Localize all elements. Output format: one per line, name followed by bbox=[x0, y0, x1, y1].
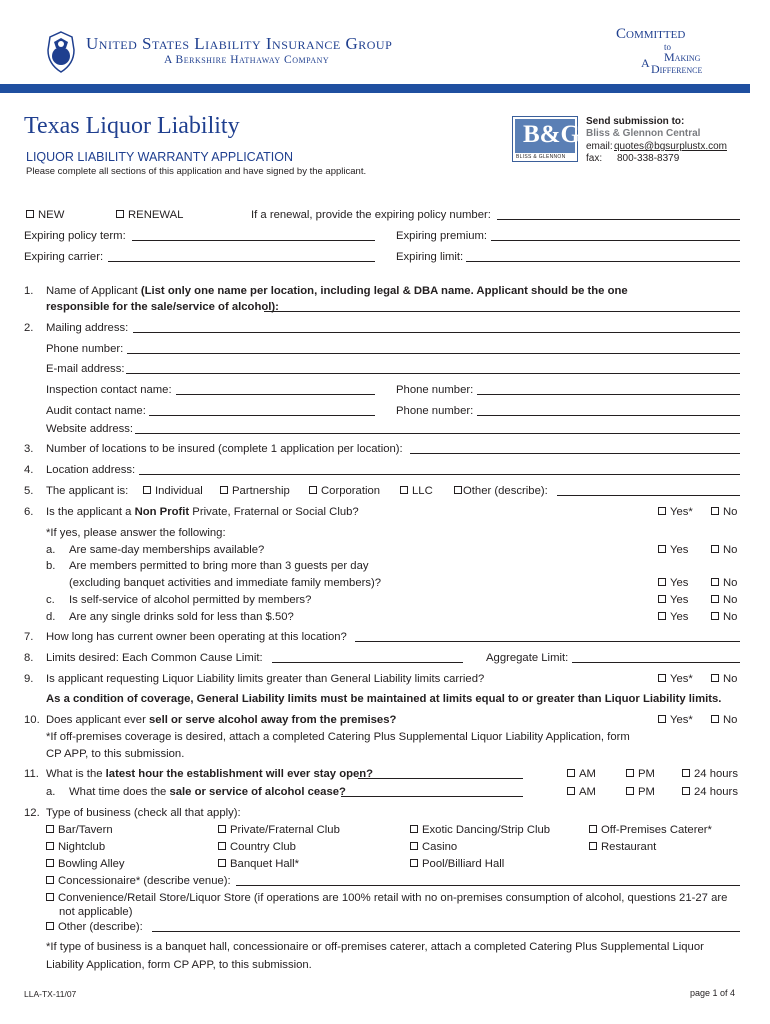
q10-number: 10. bbox=[24, 714, 40, 726]
concessionaire-field[interactable] bbox=[236, 875, 740, 886]
q3-number: 3. bbox=[24, 443, 34, 455]
alcohol-cease-field[interactable] bbox=[341, 786, 523, 797]
company-subsidiary: A Berkshire Hathaway Company bbox=[164, 54, 330, 66]
checkbox-icon bbox=[218, 825, 226, 833]
q12-text: Type of business (check all that apply): bbox=[46, 807, 241, 819]
checkbox-icon bbox=[46, 893, 54, 901]
q9-text: Is applicant requesting Liquor Liability limits greater than General Liability limits carried? bbox=[46, 673, 485, 685]
q9-note: As a condition of coverage, General Liability limits must be maintained at limits equal to or greater than Liquor Liability limits. bbox=[46, 693, 722, 705]
checkbox-icon bbox=[658, 578, 666, 586]
checkbox-icon bbox=[682, 769, 690, 777]
q11a-am-checkbox[interactable]: AM bbox=[567, 786, 596, 798]
form-number: LLA-TX-11/07 bbox=[24, 989, 77, 999]
page-number: page 1 of 4 bbox=[690, 988, 736, 998]
agency-logo-caption: BLISS & GLENNON bbox=[516, 154, 566, 160]
nightclub-checkbox[interactable]: Nightclub bbox=[46, 841, 105, 853]
q6d-text: Are any single drinks sold for less than $.50? bbox=[69, 611, 294, 623]
checkbox-icon bbox=[711, 674, 719, 682]
agency-logo-text: B&G bbox=[523, 121, 580, 148]
other-business-checkbox[interactable]: Other (describe): bbox=[46, 921, 143, 933]
common-cause-limit-field[interactable] bbox=[272, 652, 463, 663]
website-field[interactable] bbox=[135, 423, 740, 434]
checkbox-icon bbox=[567, 787, 575, 795]
mailing-field[interactable] bbox=[133, 322, 740, 333]
q6b-text: Are members permitted to bring more than 3 guests per day bbox=[69, 560, 369, 572]
audit-phone-field[interactable] bbox=[477, 405, 740, 416]
checkbox-icon bbox=[682, 787, 690, 795]
checkbox-icon bbox=[410, 842, 418, 850]
renewal-question: If a renewal, provide the expiring policy number: bbox=[251, 209, 491, 221]
checkbox-icon bbox=[711, 545, 719, 553]
q3-text: Number of locations to be insured (complete 1 application per location): bbox=[46, 443, 403, 455]
page-subtitle: LIQUOR LIABILITY WARRANTY APPLICATION bbox=[26, 150, 293, 164]
q6d-no-checkbox[interactable]: No bbox=[711, 611, 737, 623]
checkbox-icon bbox=[658, 674, 666, 682]
q6d-yes-checkbox[interactable]: Yes bbox=[658, 611, 688, 623]
q6b-text-2: (excluding banquet activities and immediate family members)? bbox=[69, 577, 382, 589]
q8-text: Limits desired: Each Common Cause Limit: bbox=[46, 652, 263, 664]
other-describe-field[interactable] bbox=[557, 485, 740, 496]
checkbox-icon bbox=[658, 507, 666, 515]
agency-logo bbox=[512, 116, 578, 162]
q4-number: 4. bbox=[24, 464, 34, 476]
checkbox-icon bbox=[626, 787, 634, 795]
audit-label: Audit contact name: bbox=[46, 405, 146, 417]
q10-no-checkbox[interactable]: No bbox=[711, 714, 737, 726]
q1-number: 1. bbox=[24, 285, 34, 297]
agency-name: Bliss & Glennon Central bbox=[586, 128, 701, 139]
checkbox-icon bbox=[711, 612, 719, 620]
expiring-carrier-field[interactable] bbox=[108, 251, 375, 262]
individual-checkbox[interactable]: Individual bbox=[143, 485, 203, 497]
aggregate-limit-label: Aggregate Limit: bbox=[486, 652, 569, 664]
company-name: United States Liability Insurance Group bbox=[86, 34, 393, 53]
checkbox-icon bbox=[711, 715, 719, 723]
owner-duration-field[interactable] bbox=[355, 631, 740, 642]
q12-note: *If type of business is a banquet hall, concessionaire or off-premises caterer, attach a completed Catering Plus Supplemental Liquor bbox=[46, 941, 704, 953]
checkbox-icon bbox=[589, 825, 597, 833]
checkbox-icon bbox=[711, 595, 719, 603]
expiring-term-label: Expiring policy term: bbox=[24, 230, 126, 242]
checkbox-icon bbox=[454, 486, 462, 494]
checkbox-icon bbox=[400, 486, 408, 494]
checkbox-icon bbox=[46, 876, 54, 884]
exotic-dancing-checkbox[interactable]: Exotic Dancing/Strip Club bbox=[410, 824, 550, 836]
q6-no-checkbox[interactable]: No bbox=[711, 506, 737, 518]
q12-note-2: Liability Application, form CP APP, to this submission. bbox=[46, 959, 312, 971]
company-logo bbox=[44, 30, 78, 74]
q11-am-checkbox[interactable]: AM bbox=[567, 768, 596, 780]
checkbox-icon bbox=[626, 769, 634, 777]
latest-hour-field[interactable] bbox=[358, 768, 523, 779]
q6c-no-checkbox[interactable]: No bbox=[711, 594, 737, 606]
q6d-letter: d. bbox=[46, 611, 56, 623]
expiring-carrier-label: Expiring carrier: bbox=[24, 251, 104, 263]
applicant-name-field[interactable] bbox=[264, 301, 740, 312]
checkbox-icon bbox=[658, 595, 666, 603]
q5-number: 5. bbox=[24, 485, 34, 497]
bar-tavern-checkbox[interactable]: Bar/Tavern bbox=[46, 824, 113, 836]
q7-text: How long has current owner been operating at this location? bbox=[46, 631, 347, 643]
fax-number: 800-338-8379 bbox=[617, 153, 680, 164]
email-address-label: E-mail address: bbox=[46, 363, 125, 375]
phone-field[interactable] bbox=[127, 343, 740, 354]
pool-hall-checkbox[interactable]: Pool/Billiard Hall bbox=[410, 858, 504, 870]
private-club-checkbox[interactable]: Private/Fraternal Club bbox=[218, 824, 340, 836]
q8-number: 8. bbox=[24, 652, 34, 664]
restaurant-checkbox[interactable]: Restaurant bbox=[589, 841, 656, 853]
tagline: Committed to Making A Difference bbox=[616, 26, 703, 76]
policy-number-field[interactable] bbox=[497, 209, 740, 220]
phone-label: Phone number: bbox=[46, 343, 124, 355]
checkbox-icon bbox=[46, 922, 54, 930]
email-address-field[interactable] bbox=[126, 363, 740, 374]
q6c-text: Is self-service of alcohol permitted by members? bbox=[69, 594, 312, 606]
q9-no-checkbox[interactable]: No bbox=[711, 673, 737, 685]
q6a-text: Are same-day memberships available? bbox=[69, 544, 265, 556]
q6-text: Is the applicant a Non Profit Private, Fraternal or Social Club? bbox=[46, 506, 359, 518]
q12-number: 12. bbox=[24, 807, 40, 819]
q6c-letter: c. bbox=[46, 594, 55, 606]
q11-pm-checkbox[interactable]: PM bbox=[626, 768, 655, 780]
renewal-checkbox[interactable]: RENEWAL bbox=[116, 209, 183, 221]
mailing-label: Mailing address: bbox=[46, 322, 129, 334]
q1-text-2: responsible for the sale/service of alcohol): bbox=[46, 301, 279, 313]
aggregate-limit-field[interactable] bbox=[572, 652, 740, 663]
checkbox-icon bbox=[658, 612, 666, 620]
email-link[interactable]: quotes@bgsurplustx.com bbox=[614, 141, 727, 152]
off-premises-caterer-checkbox[interactable]: Off-Premises Caterer* bbox=[589, 824, 712, 836]
header-rule bbox=[0, 84, 750, 93]
new-checkbox[interactable]: NEW bbox=[26, 209, 64, 221]
audit-field[interactable] bbox=[149, 405, 375, 416]
checkbox-icon bbox=[309, 486, 317, 494]
location-field[interactable] bbox=[139, 464, 740, 475]
expiring-premium-field[interactable] bbox=[491, 230, 740, 241]
convenience-text-2: not applicable) bbox=[59, 906, 133, 918]
checkbox-icon bbox=[711, 507, 719, 515]
q5-text: The applicant is: bbox=[46, 485, 129, 497]
locations-field[interactable] bbox=[410, 443, 740, 454]
q10-note: *If off-premises coverage is desired, attach a completed Catering Plus Supplemental Liquor Liability Application, form bbox=[46, 731, 630, 743]
checkbox-icon bbox=[589, 842, 597, 850]
country-club-checkbox[interactable]: Country Club bbox=[218, 841, 296, 853]
checkbox-icon bbox=[46, 842, 54, 850]
email-label: email: bbox=[586, 141, 613, 152]
inspection-phone-label: Phone number: bbox=[396, 384, 474, 396]
checkbox-icon bbox=[410, 859, 418, 867]
checkbox-icon bbox=[567, 769, 575, 777]
bowling-alley-checkbox[interactable]: Bowling Alley bbox=[46, 858, 125, 870]
q1-text: Name of Applicant (List only one name per location, including legal & DBA name. Applicant should be the one bbox=[46, 285, 628, 297]
instructions: Please complete all sections of this application and have signed by the applicant. bbox=[26, 166, 367, 177]
q10-yes-checkbox[interactable]: Yes* bbox=[658, 714, 693, 726]
q11a-text: What time does the sale or service of alcohol cease? bbox=[69, 786, 346, 798]
submission-label: Send submission to: bbox=[586, 116, 685, 127]
other-business-field[interactable] bbox=[152, 921, 740, 932]
inspection-field[interactable] bbox=[176, 384, 375, 395]
inspection-phone-field[interactable] bbox=[477, 384, 740, 395]
checkbox-icon bbox=[143, 486, 151, 494]
checkbox-icon bbox=[711, 578, 719, 586]
website-label: Website address: bbox=[46, 423, 134, 435]
partnership-checkbox[interactable]: Partnership bbox=[220, 485, 290, 497]
expiring-limit-label: Expiring limit: bbox=[396, 251, 464, 263]
banquet-hall-checkbox[interactable]: Banquet Hall* bbox=[218, 858, 299, 870]
checkbox-icon bbox=[658, 545, 666, 553]
checkbox-icon bbox=[26, 210, 34, 218]
q11a-pm-checkbox[interactable]: PM bbox=[626, 786, 655, 798]
checkbox-icon bbox=[46, 859, 54, 867]
q9-yes-checkbox[interactable]: Yes* bbox=[658, 673, 693, 685]
q4-text: Location address: bbox=[46, 464, 136, 476]
llc-checkbox[interactable]: LLC bbox=[400, 485, 433, 497]
corporation-checkbox[interactable]: Corporation bbox=[309, 485, 380, 497]
q10-text: Does applicant ever sell or serve alcohol away from the premises? bbox=[46, 714, 397, 726]
q6-yes-checkbox[interactable]: Yes* bbox=[658, 506, 693, 518]
expiring-premium-label: Expiring premium: bbox=[396, 230, 488, 242]
q11-24h-checkbox[interactable]: 24 hours bbox=[682, 768, 738, 780]
casino-checkbox[interactable]: Casino bbox=[410, 841, 457, 853]
expiring-term-field[interactable] bbox=[132, 230, 375, 241]
q6b-yes-checkbox[interactable]: Yes bbox=[658, 577, 688, 589]
q7-number: 7. bbox=[24, 631, 34, 643]
q6b-letter: b. bbox=[46, 560, 56, 572]
inspection-label: Inspection contact name: bbox=[46, 384, 172, 396]
q10-note-2: CP APP, to this submission. bbox=[46, 748, 185, 760]
q6a-yes-checkbox[interactable]: Yes bbox=[658, 544, 688, 556]
checkbox-icon bbox=[410, 825, 418, 833]
checkbox-icon bbox=[116, 210, 124, 218]
fax-label: fax: bbox=[586, 153, 603, 164]
q6a-no-checkbox[interactable]: No bbox=[711, 544, 737, 556]
checkbox-icon bbox=[46, 825, 54, 833]
audit-phone-label: Phone number: bbox=[396, 405, 474, 417]
q11-text: What is the latest hour the establishment will ever stay open? bbox=[46, 768, 374, 780]
q6a-letter: a. bbox=[46, 544, 56, 556]
q11-number: 11. bbox=[24, 768, 39, 780]
q2-number: 2. bbox=[24, 322, 34, 334]
expiring-limit-field[interactable] bbox=[466, 251, 740, 262]
q6b-no-checkbox[interactable]: No bbox=[711, 577, 737, 589]
q6-note: *If yes, please answer the following: bbox=[46, 527, 226, 539]
q9-number: 9. bbox=[24, 673, 34, 685]
q6c-yes-checkbox[interactable]: Yes bbox=[658, 594, 688, 606]
q11a-24h-checkbox[interactable]: 24 hours bbox=[682, 786, 738, 798]
checkbox-icon bbox=[218, 859, 226, 867]
convenience-checkbox[interactable]: Convenience/Retail Store/Liquor Store (if operations are 100% retail with no on-premises consumption of alcohol, questions 21-27 are bbox=[46, 892, 727, 904]
page-title: Texas Liquor Liability bbox=[24, 113, 240, 139]
other-checkbox[interactable]: Other (describe): bbox=[454, 485, 548, 497]
q6-number: 6. bbox=[24, 506, 34, 518]
checkbox-icon bbox=[658, 715, 666, 723]
concessionaire-checkbox[interactable]: Concessionaire* (describe venue): bbox=[46, 875, 231, 887]
checkbox-icon bbox=[218, 842, 226, 850]
q11a-letter: a. bbox=[46, 786, 56, 798]
checkbox-icon bbox=[220, 486, 228, 494]
